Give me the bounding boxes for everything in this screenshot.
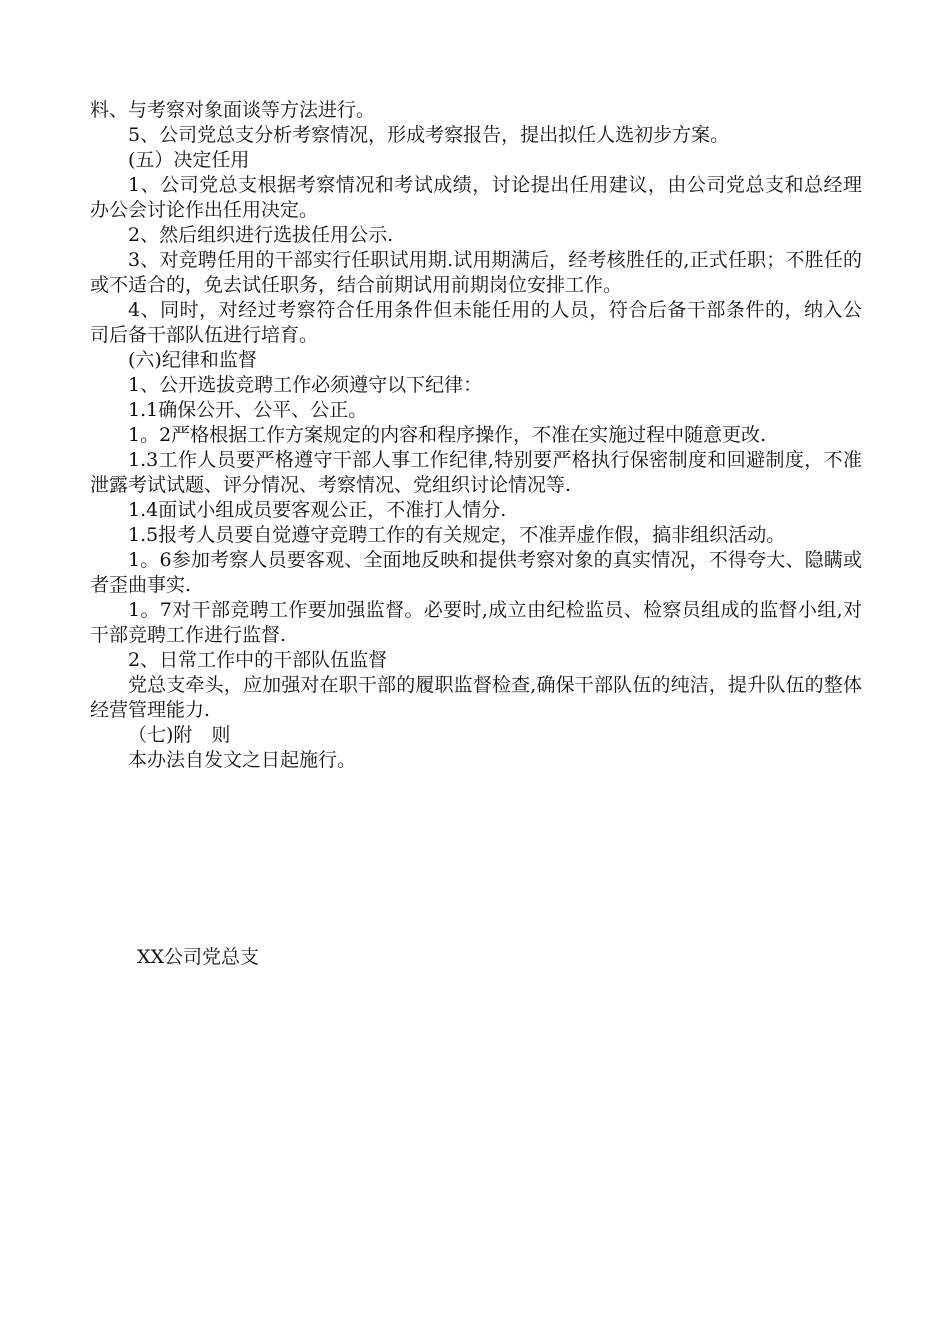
paragraph: 1。6参加考察人员要客观、全面地反映和提供考察对象的真实情况，不得夸大、隐瞒或者歪曲事实.	[90, 549, 862, 596]
paragraph: 1.5报考人员要自觉遵守竞聘工作的有关规定，不准弄虚作假，搞非组织活动。	[128, 524, 786, 546]
document-body	[90, 98, 862, 773]
paragraph: 1、公司党总支根据考察情况和考试成绩，讨论提出任用建议，由公司党总支和总经理办公会讨论作出任用决定。	[90, 174, 862, 221]
paragraph: 5、公司党总支分析考察情况，形成考察报告，提出拟任人选初步方案。	[128, 124, 730, 146]
section-heading: （七)附 则	[128, 724, 231, 746]
paragraph: 1。2严格根据工作方案规定的内容和程序操作，不准在实施过程中随意更改.	[128, 424, 767, 446]
section-heading: (六)纪律和监督	[128, 349, 257, 371]
paragraph: 4、同时，对经过考察符合任用条件但未能任用的人员，符合后备干部条件的，纳入公司后备干部队伍进行培育。	[90, 299, 862, 346]
paragraph: 1.4面试小组成员要客观公正，不准打人情分.	[128, 499, 507, 521]
paragraph: 1、公开选拔竞聘工作必须遵守以下纪律：	[128, 374, 483, 396]
paragraph: 3、对竞聘任用的干部实行任职试用期.试用期满后，经考核胜任的,正式任职；不胜任的或不适合的，免去试任职务，结合前期试用前期岗位安排工作。	[90, 249, 862, 296]
section-heading: (五）决定任用	[128, 149, 250, 171]
signature: XX公司党总支	[137, 946, 260, 968]
paragraph: 1。7对干部竞聘工作要加强监督。必要时,成立由纪检监员、检察员组成的监督小组,对干部竞聘工作进行监督.	[90, 599, 862, 646]
paragraph: 2、然后组织进行选拔任用公示.	[128, 224, 394, 246]
paragraph: 1.3工作人员要严格遵守干部人事工作纪律,特别要严格执行保密制度和回避制度，不准泄露考试试题、评分情况、考察情况、党组织讨论情况等.	[90, 449, 862, 496]
paragraph: 料、与考察对象面谈等方法进行。	[90, 99, 376, 121]
paragraph: 1.1确保公开、公平、公正。	[128, 399, 368, 421]
section-heading: 2、日常工作中的干部队伍监督	[128, 649, 388, 671]
paragraph: 党总支牵头，应加强对在职干部的履职监督检查,确保干部队伍的纯洁，提升队伍的整体经营管理能力.	[90, 674, 862, 721]
paragraph: 本办法自发文之日起施行。	[128, 749, 357, 771]
